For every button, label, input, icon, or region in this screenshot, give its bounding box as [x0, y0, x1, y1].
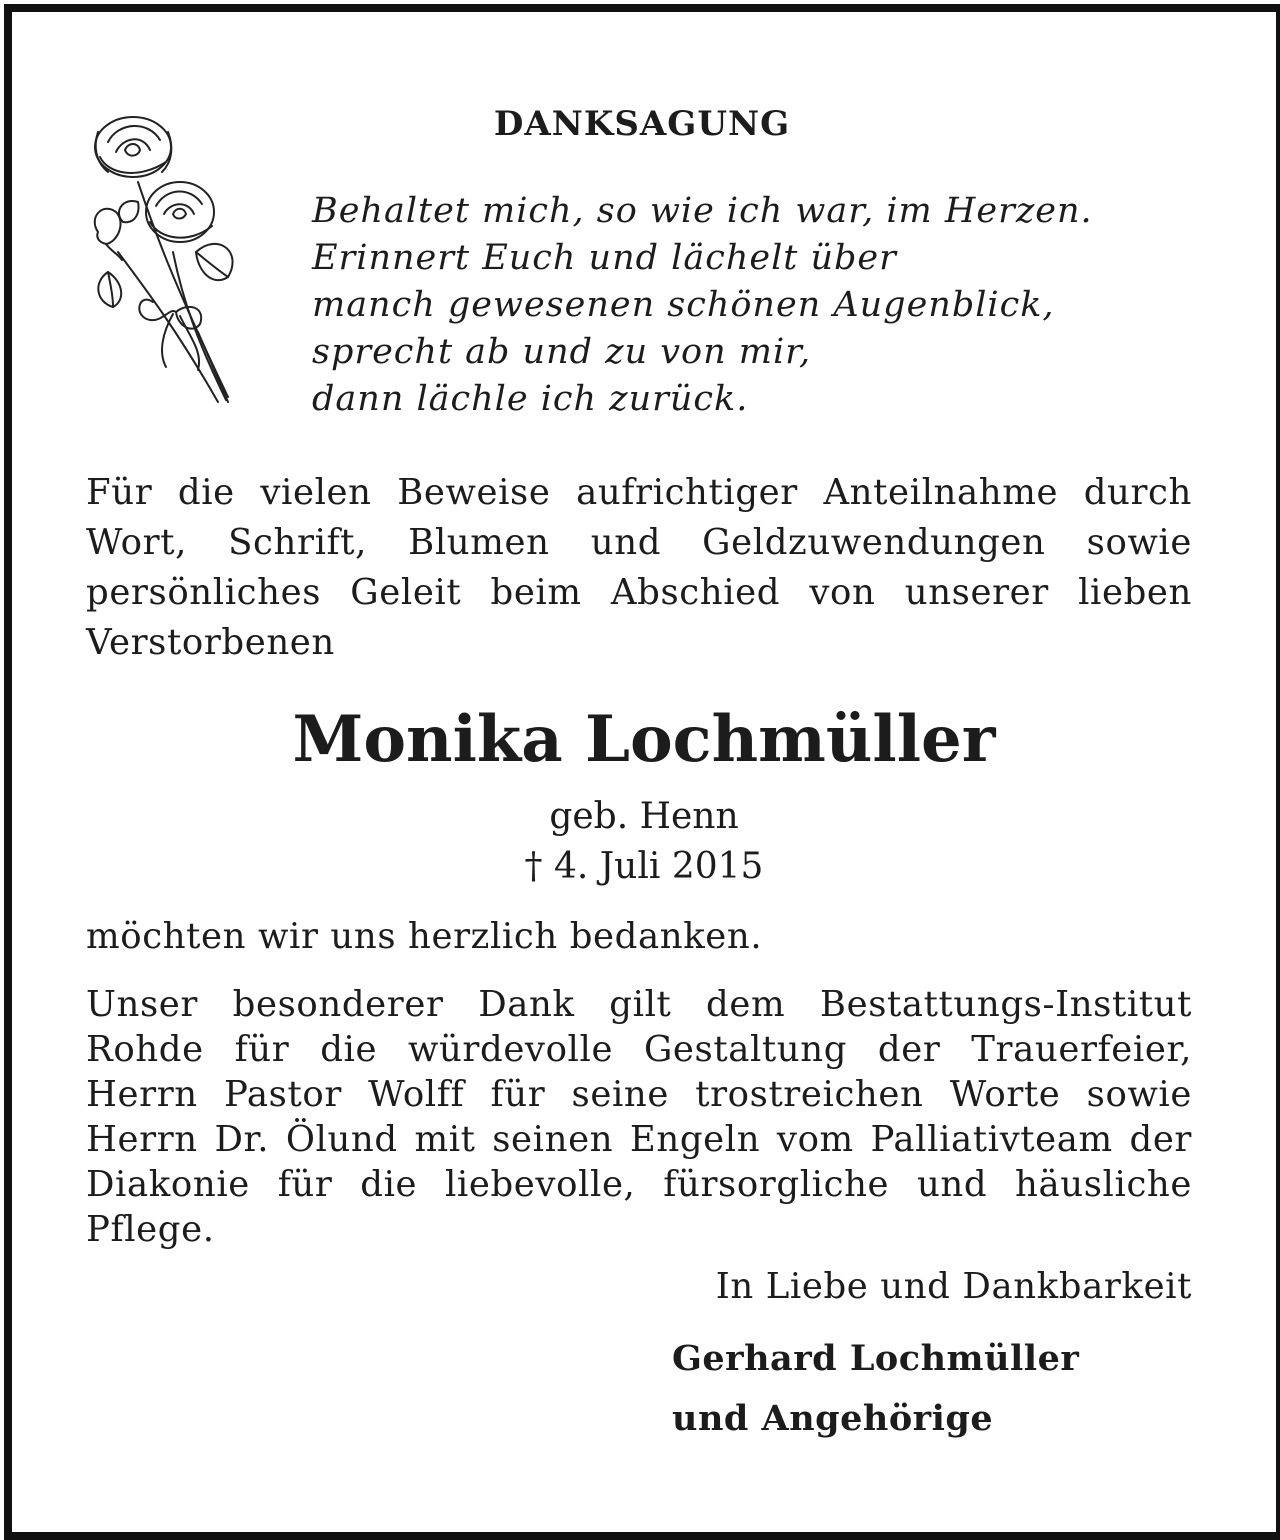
notice-content — [12, 12, 1276, 1532]
poem-line: Erinnert Euch und lächelt über — [312, 238, 897, 278]
poem — [312, 188, 1212, 423]
intro-paragraph: Für die vielen Beweise aufrichtiger Anteilnahme durch Wort, Schrift, Blumen und Geldzuwendungen sowie persönliches Geleit beim Abschied von unserer lieben Verstorbenen — [86, 472, 1192, 663]
rose-bouquet-icon — [78, 102, 248, 412]
closing-line: In Liebe und Dankbarkeit — [715, 1266, 1192, 1307]
special-thanks-paragraph: Unser besonderer Dank gilt dem Bestattungs-Institut Rohde für die würdevolle Gestaltung der Trauerfeier, Herrn Pastor Wolff für seine trostreichen Worte sowie Herrn Dr. Ölund mit seinen Engeln vom Palliativteam der Diakonie für die liebevolle, fürsorgliche und häusliche Pflege. — [86, 984, 1192, 1250]
deceased-name: Monika Lochmüller — [292, 702, 996, 777]
signature-relatives: und Angehörige — [672, 1398, 994, 1439]
death-date: † 4. Juli 2015 — [524, 846, 764, 887]
thanks-line: möchten wir uns herzlich bedanken. — [86, 916, 763, 957]
signature-name: Gerhard Lochmüller — [672, 1338, 1080, 1379]
poem-line: Behaltet mich, so wie ich war, im Herzen. — [312, 191, 1093, 231]
poem-line: manch gewesenen schönen Augenblick, — [312, 285, 1055, 325]
poem-line: dann lächle ich zurück. — [312, 379, 749, 419]
notice-frame — [4, 4, 1280, 1540]
notice-title: DANKSAGUNG — [493, 104, 791, 144]
birth-name: geb. Henn — [549, 796, 739, 837]
poem-line: sprecht ab und zu von mir, — [312, 332, 812, 372]
